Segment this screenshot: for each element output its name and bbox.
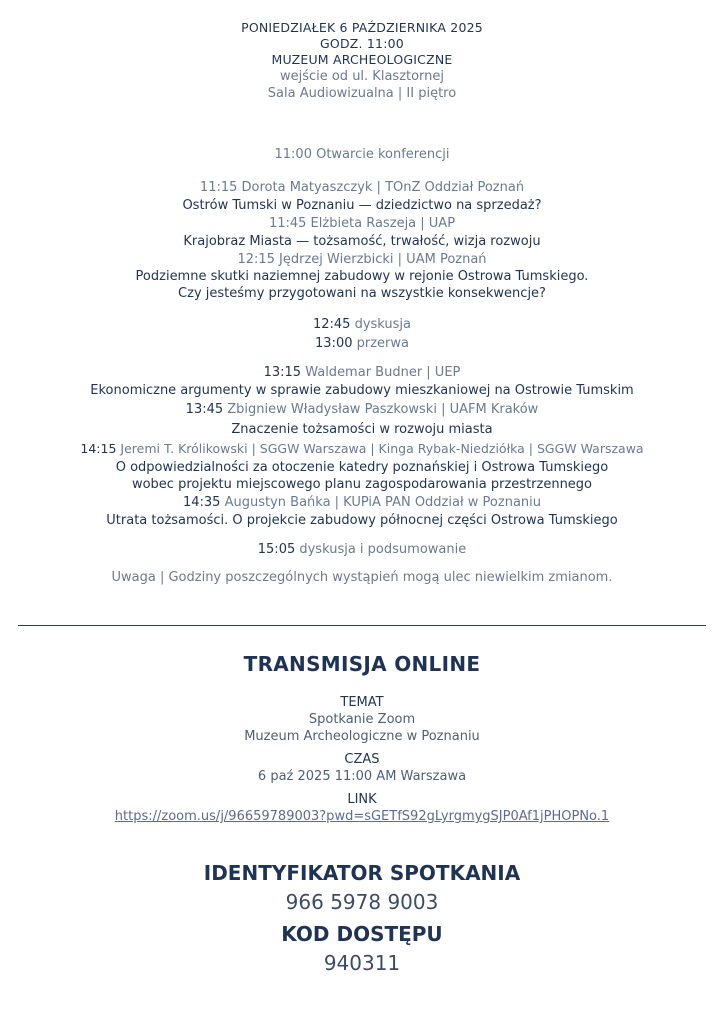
discussion-label: dyskusja [350,317,412,332]
final-item [0,540,724,559]
session-5-speaker-line [0,400,724,420]
schedule-note: Uwaga | Godziny poszczególnych wystąpień mogą ulec niewielkim zmianom. [111,570,613,585]
session-7-title: Utrata tożsamości. O projekcie zabudowy północnej części Ostrowa Tumskiego [106,513,618,528]
session-6-speaker-line [0,439,724,459]
session-7-speaker: Augustyn Bańka | KUPiA PAN Oddział w Poznaniu [220,495,541,510]
event-entrance: wejście od ul. Klasztornej [279,69,445,84]
discussion-time: 12:45 [312,317,351,332]
break-time: 13:00 [315,336,353,351]
session-5-speaker: Zbigniew Władysław Paszkowski | UAFM Kraków [223,402,539,417]
session-7-speaker-line [0,493,724,512]
event-date: PONIEDZIAŁEK 6 PAŹDZIERNIKA 2025 [241,20,483,35]
session-2-speaker: 11:45 Elżbieta Raszeja | UAP [268,216,456,231]
topic-line-1: Spotkanie Zoom [308,712,416,727]
session-3-speaker: 12:15 Jędrzej Wierzbicki | UAM Poznań [237,252,487,267]
meeting-id-label: IDENTYFIKATOR SPOTKANIA [203,861,521,885]
session-4-speaker: Waldemar Budner | UEP [301,365,461,380]
online-title: TRANSMISJA ONLINE [243,652,481,676]
meeting-id: 966 5978 9003 [285,890,439,914]
event-venue: MUZEUM ARCHEOLOGICZNE [271,52,453,67]
session-6-speaker: Jeremi T. Królikowski | SGGW Warszawa | Kinga Rybak-Niedziółka | SGGW Warszawa [116,441,644,456]
online-section [0,650,724,978]
session-4-title: Ekonomiczne argumenty w sprawie zabudowy mieszkaniowej na Ostrowie Tumskim [90,383,634,398]
break-label: przerwa [352,336,409,351]
session-3-title-2: Czy jesteśmy przygotowani na wszystkie konsekwencje? [178,286,546,301]
event-time: GODZ. 11:00 [320,36,404,51]
session-3-title-1: Podziemne skutki naziemnej zabudowy w rejonie Ostrowa Tumskiego. [135,269,589,284]
program [0,146,724,586]
session-1-speaker: 11:15 Dorota Matyaszczyk | TOnZ Oddział Poznań [199,180,525,195]
session-6-title-1: O odpowiedzialności za otoczenie katedry poznańskiej i Ostrowa Tumskiego [115,460,609,475]
final-label: dyskusja i podsumowanie [295,542,467,557]
session-5-title: Znaczenie tożsamości w rozwoju miasta [231,422,493,437]
final-time: 15:05 [257,542,296,557]
session-5-time: 13:45 [185,402,224,417]
discussion-item [0,315,724,334]
session-2-title: Krajobraz Miasta — tożsamość, trwałość, wizja rozwoju [183,234,541,249]
link-label: LINK [347,792,377,807]
event-room: Sala Audiowizualna | II piętro [267,86,457,101]
session-1-title: Ostrów Tumski w Poznaniu — dziedzictwo na sprzedaż? [182,198,542,213]
passcode-label: KOD DOSTĘPU [281,922,443,946]
passcode: 940311 [323,951,401,975]
topic-label: TEMAT [340,695,384,710]
session-6-time: 14:15 [80,441,117,456]
session-4-speaker-line [0,364,724,381]
time-value: 6 paź 2025 11:00 AM Warszawa [257,769,467,784]
opening: 11:00 Otwarcie konferencji [274,147,450,162]
zoom-link[interactable]: https://zoom.us/j/96659789003?pwd=sGETfS92gLyrgmygSJP0Af1jPHOPNo.1 [114,809,610,824]
time-label: CZAS [344,752,380,767]
session-6-title-2: wobec projektu miejscowego planu zagospodarowania przestrzennego [131,477,593,492]
section-divider [18,625,706,626]
break-item [0,334,724,353]
event-header [0,20,724,102]
topic-line-2: Muzeum Archeologiczne w Poznaniu [244,729,480,744]
session-7-time: 14:35 [182,495,221,510]
session-4-time: 13:15 [263,365,302,380]
